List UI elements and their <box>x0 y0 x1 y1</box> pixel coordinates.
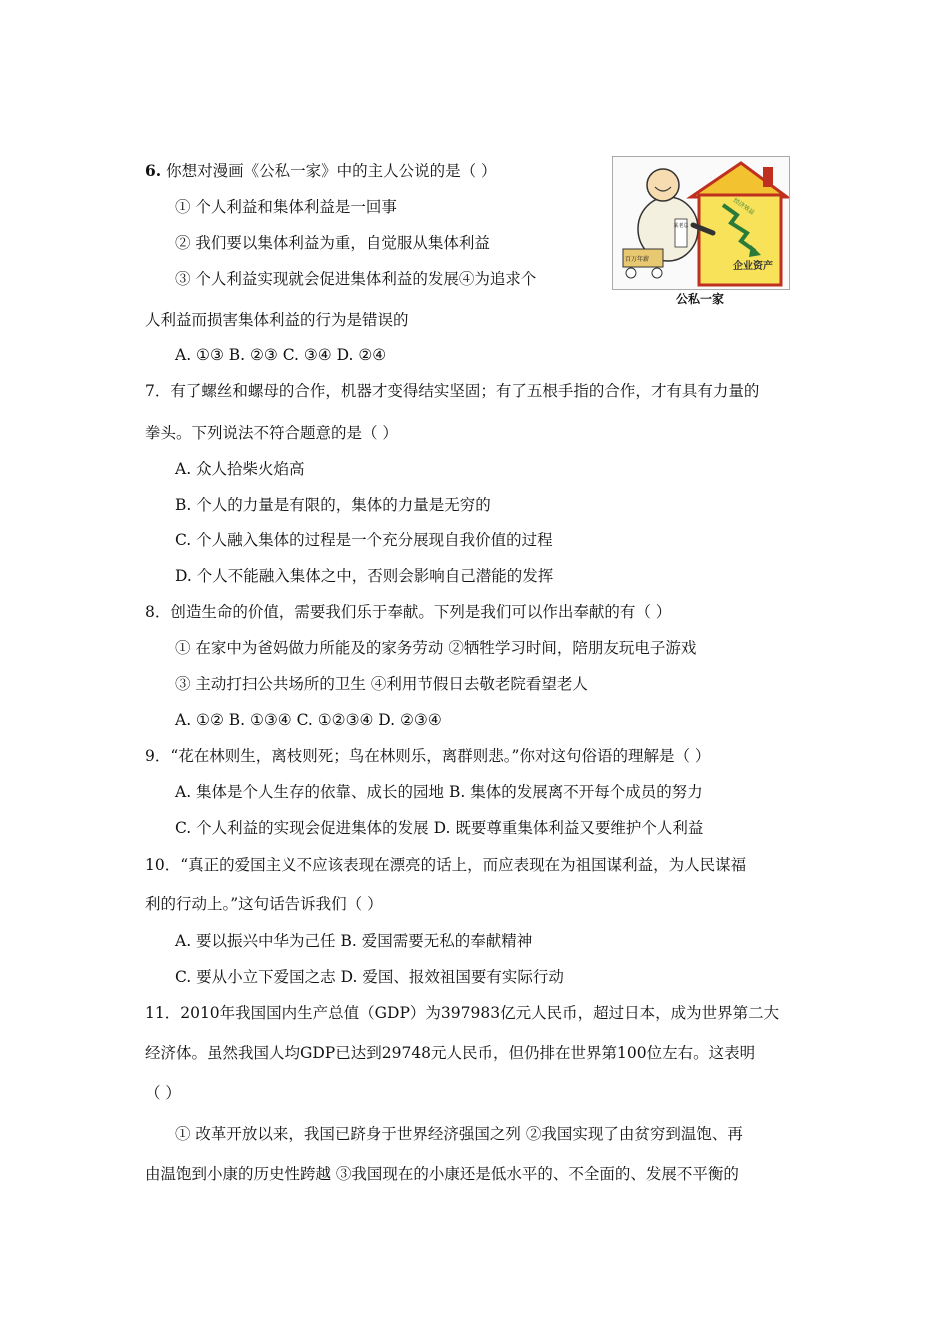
q7-option-b: B. 个人的力量是有限的，集体的力量是无穷的 <box>175 496 491 514</box>
q6-option-1: ① 个人利益和集体利益是一回事 <box>175 198 397 216</box>
q7-option-d: D. 个人不能融入集体之中，否则会影响自己潜能的发挥 <box>175 567 554 585</box>
q11-stem-line3: （ ） <box>145 1084 181 1102</box>
q8-options-12: ① 在家中为爸妈做力所能及的家务劳动 ②牺牲学习时间，陪朋友玩电子游戏 <box>175 639 697 657</box>
cartoon-drawing <box>613 157 789 289</box>
q6-answers: A. ①③ B. ②③ C. ③④ D. ②④ <box>175 346 387 364</box>
q10-stem-line1: 10．“真正的爱国主义不应该表现在漂亮的话上，而应表现在为祖国谋利益，为人民谋福 <box>145 856 747 874</box>
q6-option-3-cont: 人利益而损害集体利益的行为是错误的 <box>145 311 409 329</box>
q7-stem-line2: 拳头。下列说法不符合题意的是（ ） <box>145 424 398 442</box>
q6-stem <box>145 161 497 181</box>
q7-option-c: C. 个人融入集体的过程是一个充分展现自我价值的过程 <box>175 531 553 549</box>
q11-stem-line2: 经济体。虽然我国人均GDP已达到29748元人民币，但仍排在世界第100位左右。这表明 <box>145 1044 756 1062</box>
q7-stem-line1: 7．有了螺丝和螺母的合作，机器才变得结实坚固；有了五根手指的合作，才有具有力量的 <box>145 382 760 400</box>
q9-options-ab: A. 集体是个人生存的依靠、成长的园地 B. 集体的发展离不开每个成员的努力 <box>175 783 703 801</box>
man-head <box>647 169 679 201</box>
growth-label: 经济效益 <box>731 196 756 217</box>
boss-label: 某老总 <box>673 223 689 229</box>
q6-stem-text: 你想对漫画《公私一家》中的主人公说的是（ ） <box>166 162 497 180</box>
cart-wheel-right <box>652 268 662 278</box>
q7-option-a: A. 众人拾柴火焰高 <box>175 460 305 478</box>
q9-stem: 9．“花在林则生，离枝则死；鸟在林则乐，离群则悲。”你对这句俗语的理解是（ ） <box>145 747 711 765</box>
assets-label: 企业资产 <box>733 261 773 272</box>
cart-wheel-left <box>626 268 636 278</box>
q11-option-line2: 由温饱到小康的历史性跨越 ③我国现在的小康还是低水平的、不全面的、发展不平衡的 <box>145 1165 739 1183</box>
q11-option-line1: ① 改革开放以来，我国已跻身于世界经济强国之列 ②我国实现了由贫穷到温饱、再 <box>175 1125 743 1143</box>
q6-option-2: ② 我们要以集体利益为重，自觉服从集体利益 <box>175 234 490 252</box>
q8-answers: A. ①② B. ①③④ C. ①②③④ D. ②③④ <box>175 711 442 729</box>
q10-stem-line2: 利的行动上。”这句话告诉我们（ ） <box>145 895 383 913</box>
q9-options-cd: C. 个人利益的实现会促进集体的发展 D. 既要尊重集体利益又要维护个人利益 <box>175 819 704 837</box>
q8-options-34: ③ 主动打扫公共场所的卫生 ④利用节假日去敬老院看望老人 <box>175 675 588 693</box>
q8-stem: 8．创造生命的价值，需要我们乐于奉献。下列是我们可以作出奉献的有（ ） <box>145 603 672 621</box>
q11-stem-line1: 11．2010年我国国内生产总值（GDP）为397983亿元人民币，超过日本，成为世界第二大 <box>145 1004 780 1022</box>
cartoon-image <box>612 156 790 290</box>
salary-label: 百万年薪 <box>625 256 650 263</box>
house-chimney <box>763 167 773 187</box>
q6-option-3: ③ 个人利益实现就会促进集体利益的发展④为追求个 <box>175 270 537 288</box>
cartoon-caption: 公私一家 <box>675 292 724 306</box>
q10-options-cd: C. 要从小立下爱国之志 D. 爱国、报效祖国要有实际行动 <box>175 968 564 986</box>
q6-number: 6. <box>145 161 162 180</box>
q10-options-ab: A. 要以振兴中华为己任 B. 爱国需要无私的奉献精神 <box>175 932 533 950</box>
